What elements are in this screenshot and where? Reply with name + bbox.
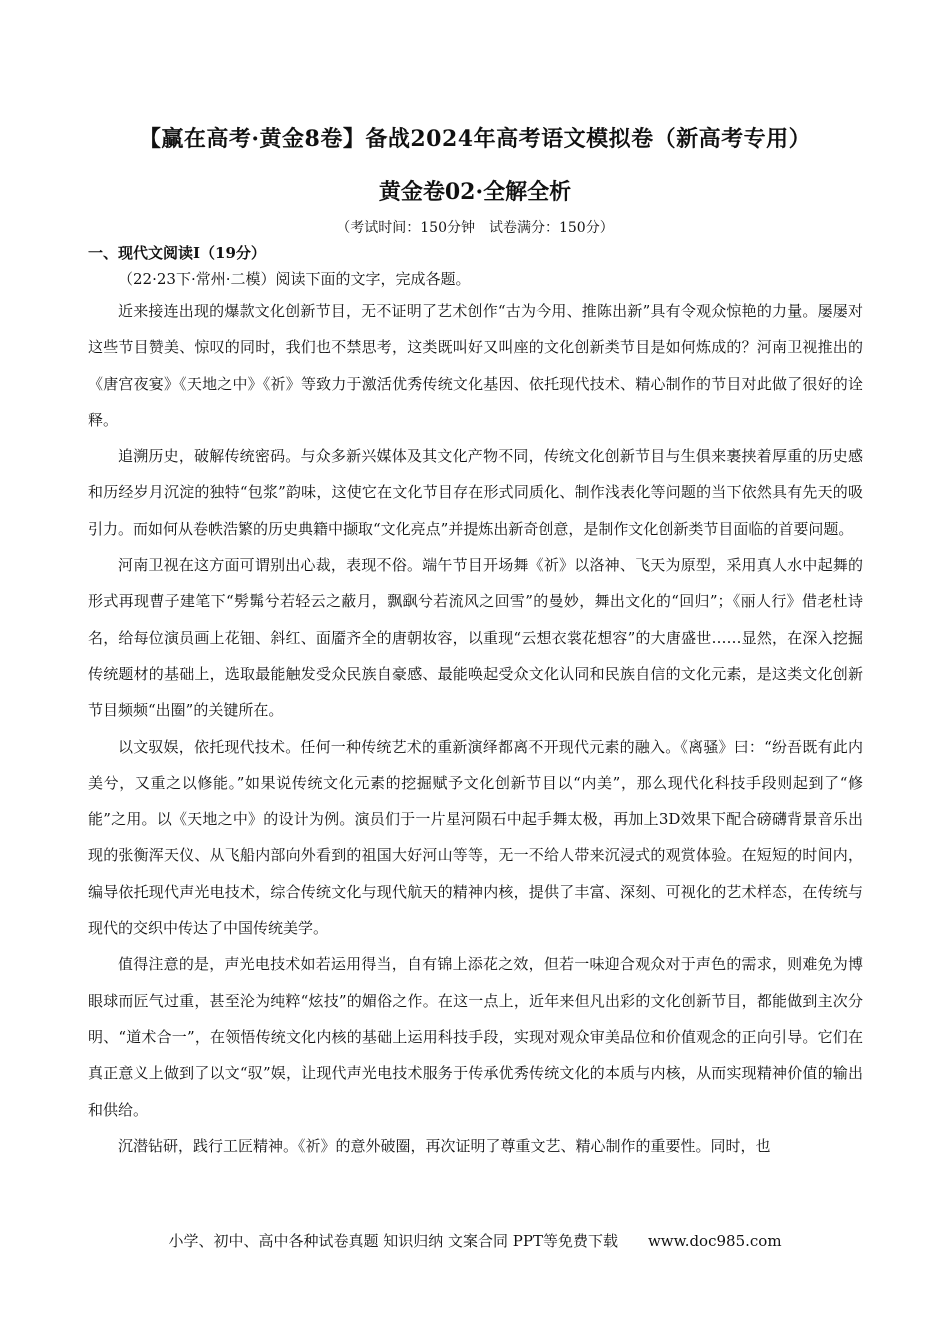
document-subtitle: 黄金卷02·全解全析 [378,179,572,205]
article-paragraph: 近来接连出现的爆款文化创新节目，无不证明了艺术创作“古为今用、推陈出新”具有令观众惊艳的力量。屡屡对这些节目赞美、惊叹的同时，我们也不禁思考，这类既叫好又叫座的文化创新类节目是如何炼成的？河南卫视推出的《唐宫夜宴》《天地之中》《祈》等致力于激活优秀传统文化基因、依托现代技术、精心制作的节目对此做了很好的诠释。 [88,302,863,429]
reading-article [88,293,863,1164]
article-paragraph: 河南卫视在这方面可谓别出心裁，表现不俗。端午节目开场舞《祈》以洛神、飞天为原型，采用真人水中起舞的形式再现曹子建笔下“髣髴兮若轻云之蔽月，飘飖兮若流风之回雪”的曼妙，舞出文化的“回归”；《丽人行》借老杜诗名，给每位演员画上花钿、斜红、面靥齐全的唐朝妆容，以重现“云想衣裳花想容”的大唐盛世……显然，在深入挖掘传统题材的基础上，选取最能触发受众民族自豪感、最能唤起受众文化认同和民族自信的文化元素，是这类文化创新节目频频“出圈”的关键所在。 [88,556,863,720]
article-paragraph: 沉潜钻研，践行工匠精神。《祈》的意外破圈，再次证明了尊重文艺、精心制作的重要性。同时，也 [118,1136,771,1155]
document-title: 【赢在高考·黄金8卷】备战2024年高考语文模拟卷（新高考专用） [138,126,812,152]
section-heading: 一、现代文阅读Ⅰ（19分） [88,244,266,262]
article-paragraph: 追溯历史，破解传统密码。与众多新兴媒体及其文化产物不同，传统文化创新节目与生俱来裹挟着厚重的历史感和历经岁月沉淀的独特“包浆”韵味，这使它在文化节目存在形式同质化、制作浅表化等问题的当下依然具有先天的吸引力。而如何从卷帙浩繁的历史典籍中撷取“文化亮点”并提炼出新奇创意，是制作文化创新类节目面临的首要问题。 [88,447,863,538]
article-paragraph: 值得注意的是，声光电技术如若运用得当，自有锦上添花之效，但若一味迎合观众对于声色的需求，则难免为博眼球而匠气过重，甚至沦为纯粹“炫技”的媚俗之作。在这一点上，近年来但凡出彩的文化创新节目，都能做到主次分明、“道术合一”，在领悟传统文化内核的基础上运用科技手段，实现对观众审美品位和价值观念的正向引导。它们在真正意义上做到了以文“驭”娱，让现代声光电技术服务于传承优秀传统文化的本质与内核，从而实现精神价值的输出和供给。 [88,955,863,1119]
exam-info: （考试时间：150分钟 试卷满分：150分） [336,220,614,236]
question-source: （22·23下·常州·二模）阅读下面的文字，完成各题。 [118,270,471,288]
article-paragraph: 以文驭娱，依托现代技术。任何一种传统艺术的重新演绎都离不开现代元素的融入。《离骚》曰：“纷吾既有此内美兮，又重之以修能。”如果说传统文化元素的挖掘赋予文化创新节目以“内美”，那么现代化科技手段则起到了“修能”之用。以《天地之中》的设计为例。演员们于一片星河陨石中起手舞太极，再加上3D效果下配合磅礴背景音乐出现的张衡浑天仪、从飞船内部向外看到的祖国大好河山等等，无一不给人带来沉浸式的观赏体验。在短短的时间内，编导依托现代声光电技术，综合传统文化与现代航天的精神内核，提供了丰富、深刻、可视化的艺术样态，在传统与现代的交织中传达了中国传统美学。 [88,737,863,938]
page-footer: 小学、初中、高中各种试卷真题 知识归纳 文案合同 PPT等免费下载 www.doc985.com [168,1232,782,1250]
